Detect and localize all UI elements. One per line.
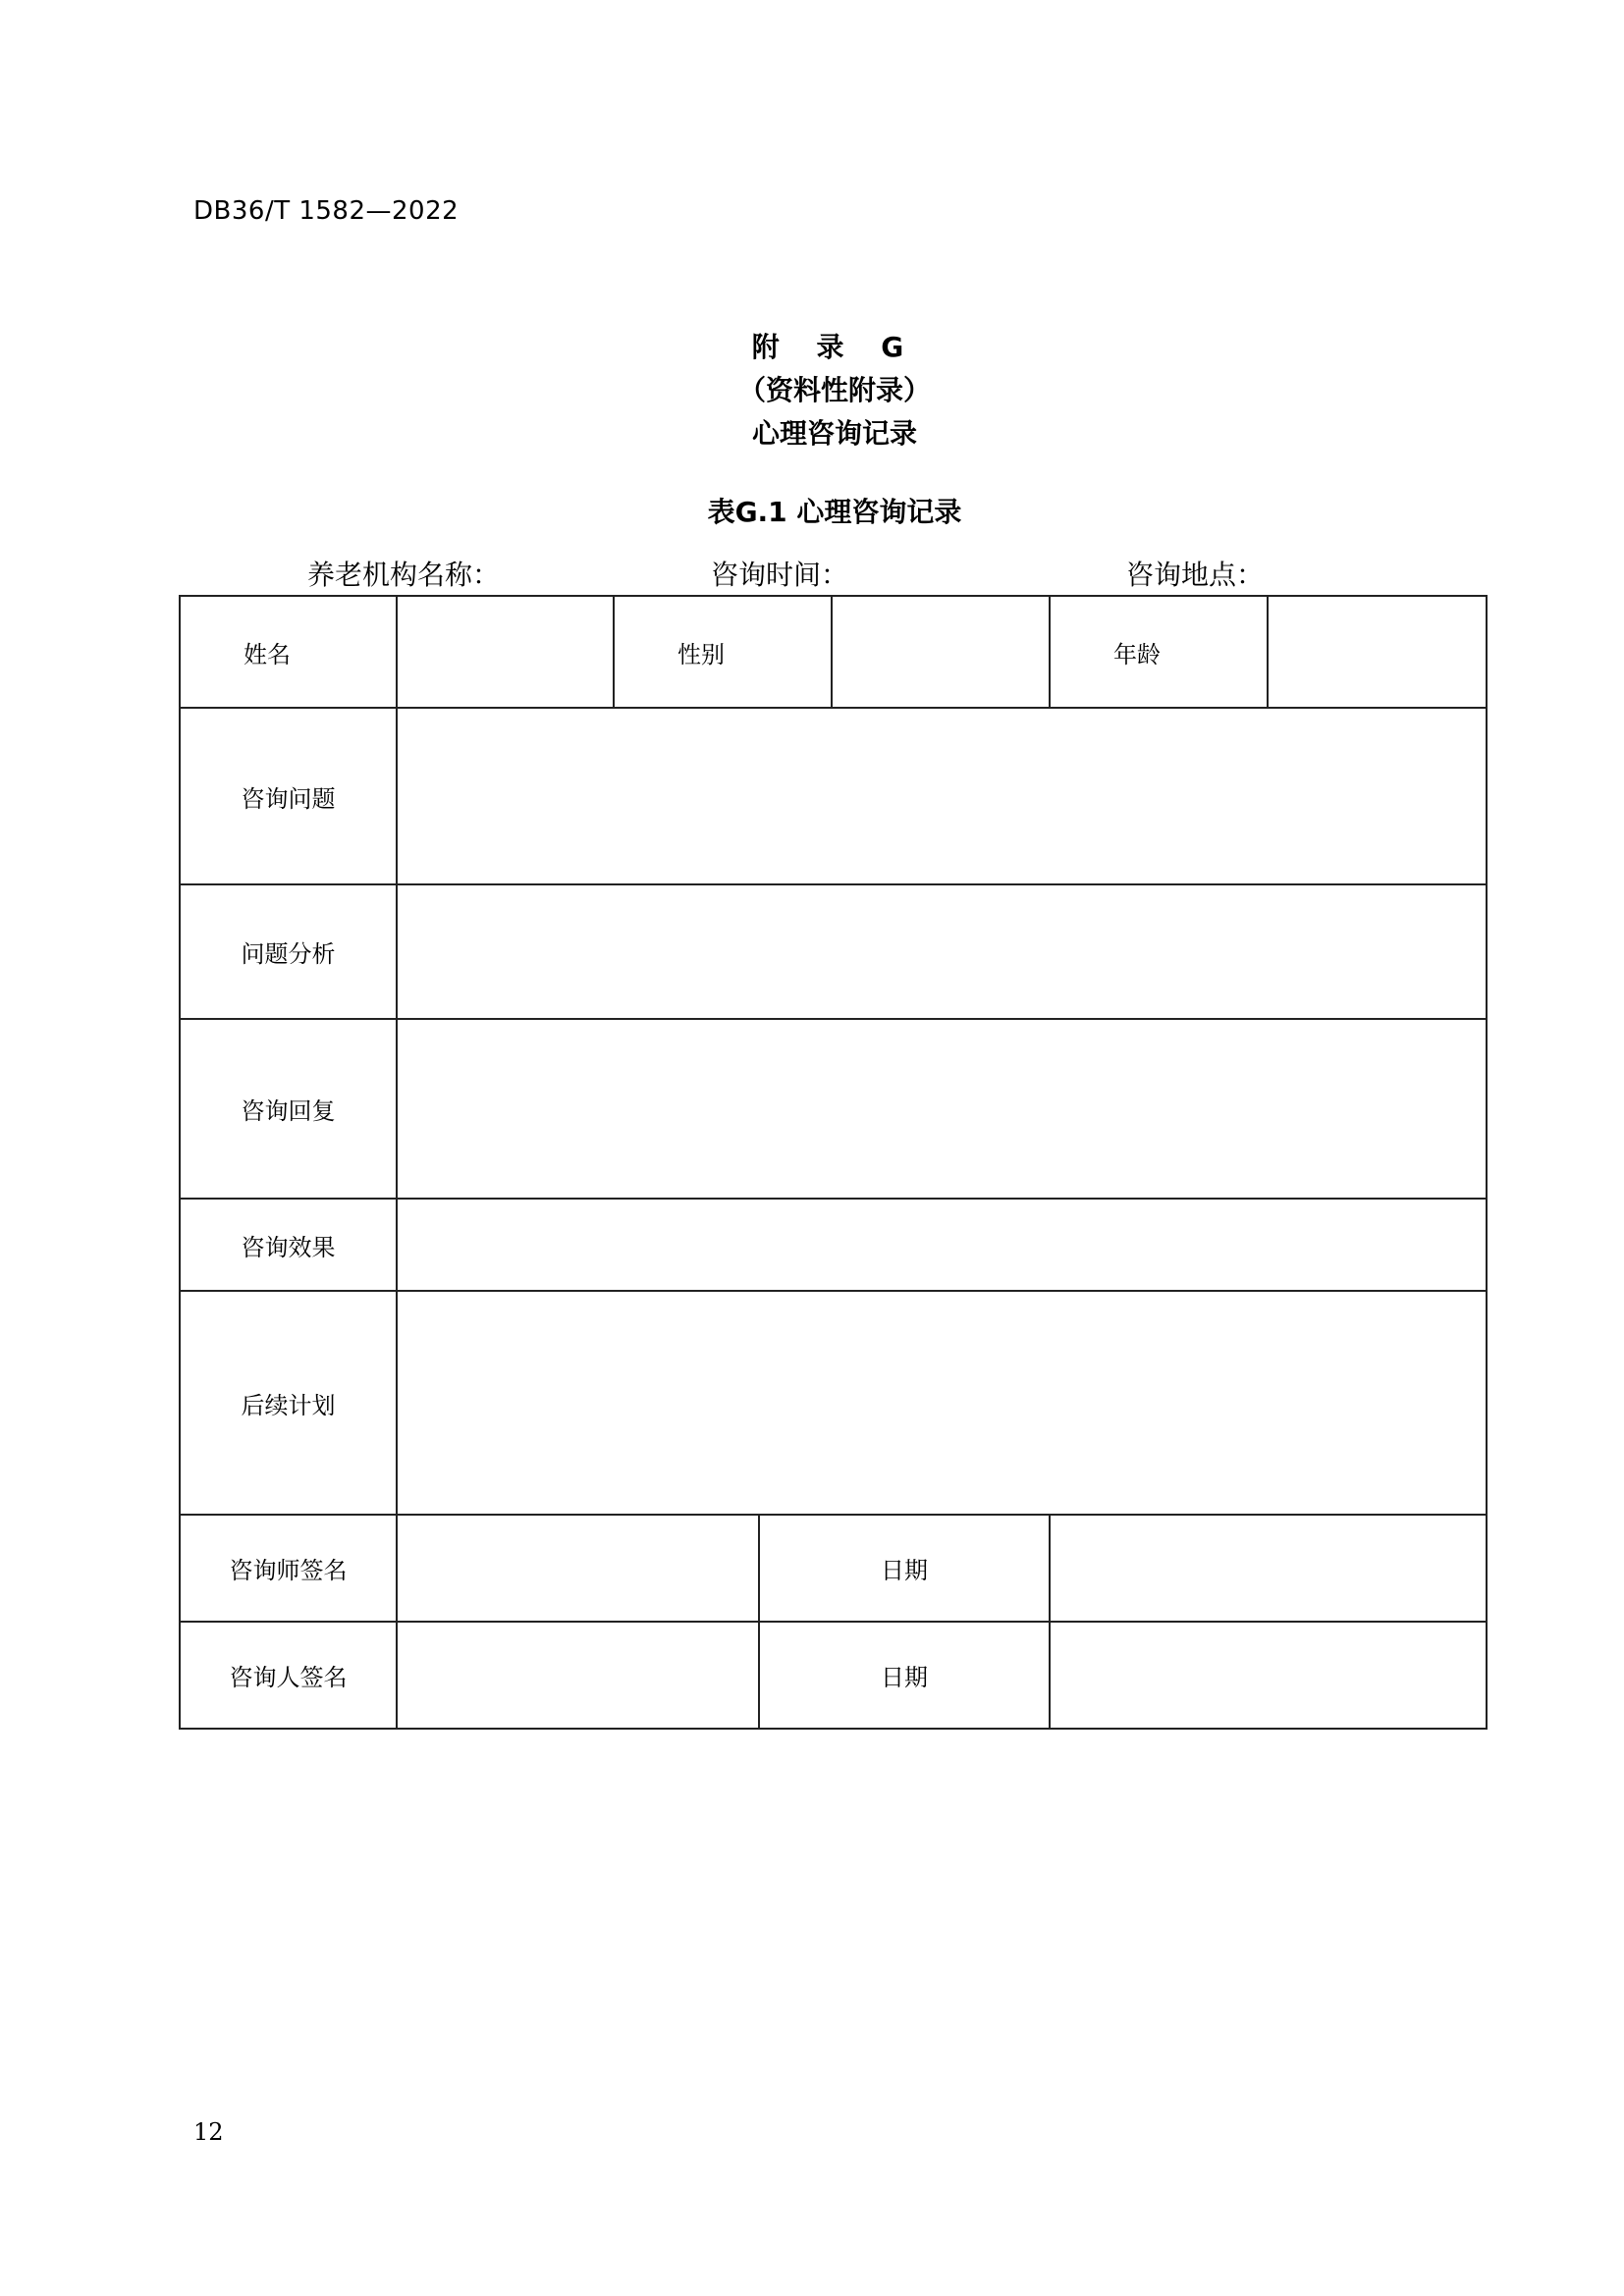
counselor-date-value-cell[interactable] bbox=[1050, 1515, 1487, 1622]
analysis-label: 问题分析 bbox=[180, 884, 397, 1019]
name-value-cell[interactable] bbox=[397, 596, 614, 708]
table-row-plan bbox=[180, 1291, 1487, 1515]
table-row-effect bbox=[180, 1199, 1487, 1291]
org-name-field-label: 养老机构名称： bbox=[307, 559, 501, 591]
age-label: 年龄 bbox=[1050, 596, 1268, 708]
appendix-nature: （资料性附录） bbox=[737, 374, 931, 406]
gender-label: 性别 bbox=[614, 596, 832, 708]
client-sign-label: 咨询人签名 bbox=[180, 1622, 397, 1729]
effect-label: 咨询效果 bbox=[180, 1199, 397, 1291]
consult-time-field-label: 咨询时间： bbox=[711, 559, 849, 591]
reply-label: 咨询回复 bbox=[180, 1019, 397, 1199]
table-row-counselor-sign bbox=[180, 1515, 1487, 1622]
counselor-sign-label: 咨询师签名 bbox=[180, 1515, 397, 1622]
client-sign-value-cell[interactable] bbox=[397, 1622, 759, 1729]
plan-value-cell[interactable] bbox=[397, 1291, 1487, 1515]
table-row-client-sign bbox=[180, 1622, 1487, 1729]
page-number: 12 bbox=[193, 2118, 224, 2146]
name-label: 姓名 bbox=[180, 596, 397, 708]
age-value-cell[interactable] bbox=[1268, 596, 1487, 708]
gender-value-cell[interactable] bbox=[832, 596, 1050, 708]
table-row-question bbox=[180, 708, 1487, 884]
appendix-label: 附 录 G bbox=[751, 331, 918, 363]
table-row-analysis bbox=[180, 884, 1487, 1019]
question-label: 咨询问题 bbox=[180, 708, 397, 884]
table-caption: 表G.1 心理咨询记录 bbox=[707, 496, 962, 528]
table-row-basic-info bbox=[180, 596, 1487, 708]
reply-value-cell[interactable] bbox=[397, 1019, 1487, 1199]
counselor-sign-value-cell[interactable] bbox=[397, 1515, 759, 1622]
appendix-title: 心理咨询记录 bbox=[751, 417, 917, 450]
question-value-cell[interactable] bbox=[397, 708, 1487, 884]
client-date-label: 日期 bbox=[759, 1622, 1050, 1729]
client-date-value-cell[interactable] bbox=[1050, 1622, 1487, 1729]
counselor-date-label: 日期 bbox=[759, 1515, 1050, 1622]
consult-place-field-label: 咨询地点： bbox=[1126, 559, 1265, 591]
consultation-record-table bbox=[179, 595, 1488, 1730]
document-code: DB36/T 1582—2022 bbox=[193, 196, 460, 226]
table-row-reply bbox=[180, 1019, 1487, 1199]
effect-value-cell[interactable] bbox=[397, 1199, 1487, 1291]
analysis-value-cell[interactable] bbox=[397, 884, 1487, 1019]
plan-label: 后续计划 bbox=[180, 1291, 397, 1515]
